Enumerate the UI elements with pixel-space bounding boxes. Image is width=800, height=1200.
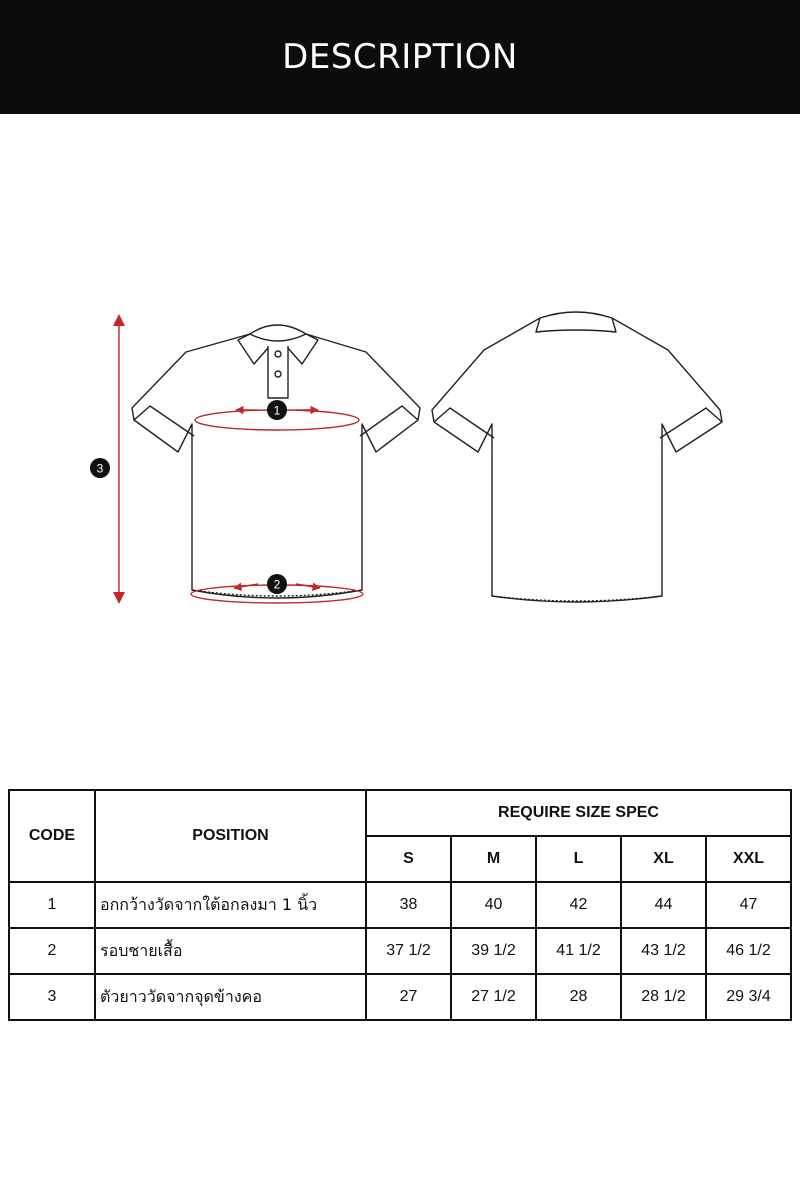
table-row	[9, 882, 791, 928]
back-shirt	[432, 312, 722, 602]
row-value: 42	[536, 882, 621, 928]
page-title: DESCRIPTION	[282, 37, 518, 77]
row-value: 40	[451, 882, 536, 928]
row-value: 27	[366, 974, 451, 1020]
size-header-xxl: XXL	[706, 836, 791, 882]
marker-2: 2	[273, 577, 281, 592]
spec-header: REQUIRE SIZE SPEC	[366, 790, 791, 836]
row-position: อกกว้างวัดจากใต้อกลงมา 1 นิ้ว	[95, 882, 366, 928]
size-header-s: S	[366, 836, 451, 882]
row-position: รอบชายเสื้อ	[95, 928, 366, 974]
size-header-l: L	[536, 836, 621, 882]
table-row	[9, 928, 791, 974]
row-code: 3	[9, 974, 95, 1020]
row-value: 28 1/2	[621, 974, 706, 1020]
position-header: POSITION	[95, 790, 366, 882]
page-header	[0, 0, 800, 114]
row-value: 38	[366, 882, 451, 928]
row-code: 2	[9, 928, 95, 974]
size-header-xl: XL	[621, 836, 706, 882]
size-spec-table	[8, 789, 792, 1021]
row-position: ตัวยาววัดจากจุดข้างคอ	[95, 974, 366, 1020]
size-header-m: M	[451, 836, 536, 882]
front-shirt	[132, 325, 420, 598]
row-value: 41 1/2	[536, 928, 621, 974]
row-value: 29 3/4	[706, 974, 791, 1020]
row-value: 47	[706, 882, 791, 928]
row-value: 39 1/2	[451, 928, 536, 974]
row-code: 1	[9, 882, 95, 928]
row-value: 43 1/2	[621, 928, 706, 974]
length-measurement	[90, 314, 125, 604]
garment-diagram	[0, 114, 800, 754]
row-value: 44	[621, 882, 706, 928]
row-value: 28	[536, 974, 621, 1020]
garment-illustration	[0, 114, 800, 754]
table-row	[9, 974, 791, 1020]
row-value: 46 1/2	[706, 928, 791, 974]
row-value: 37 1/2	[366, 928, 451, 974]
marker-1: 1	[273, 403, 281, 418]
code-header: CODE	[9, 790, 95, 882]
marker-3: 3	[96, 461, 104, 476]
row-value: 27 1/2	[451, 974, 536, 1020]
chest-measurement	[195, 400, 359, 430]
